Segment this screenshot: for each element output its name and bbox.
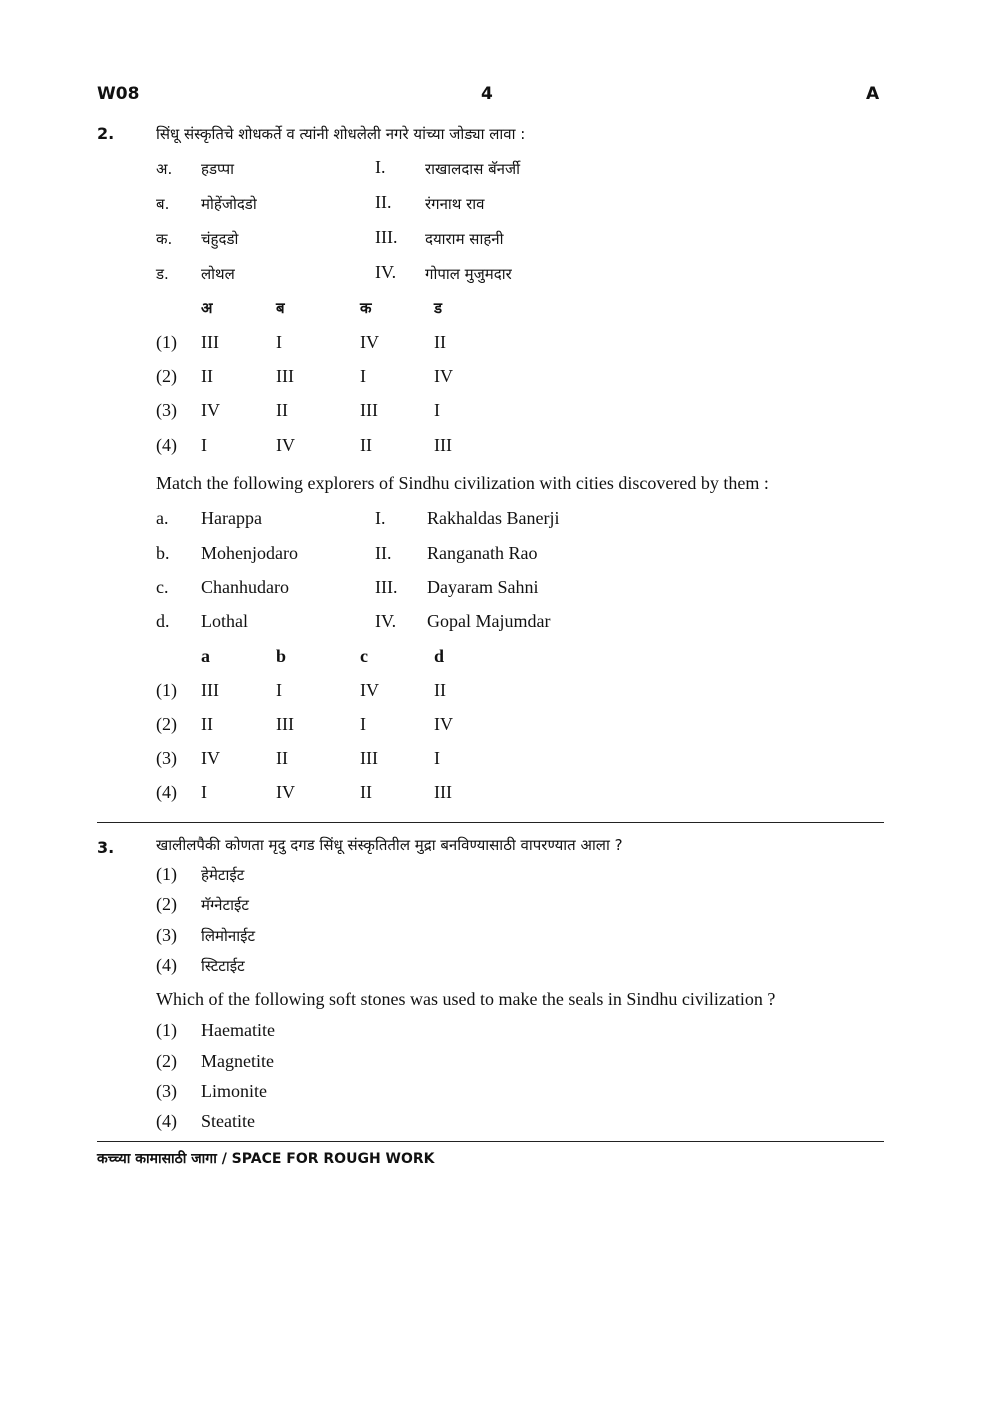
option-value: III	[434, 435, 452, 455]
option-value: IV	[360, 680, 379, 700]
option-value: II	[201, 366, 213, 386]
item-text: Harappa	[201, 508, 262, 528]
option-number: (2)	[156, 366, 177, 386]
paper-code: W08	[97, 84, 140, 104]
item-roman: II.	[375, 543, 392, 563]
option-text: हेमेटाईट	[201, 866, 245, 884]
question-text-english: Match the following explorers of Sindhu civilization with cities discovered by them :	[156, 473, 769, 493]
option-number: (4)	[156, 1111, 177, 1131]
option-value: IV	[434, 714, 453, 734]
column-header: ब	[276, 299, 285, 317]
question-text-marathi: सिंधू संस्कृतिचे शोधकर्ते व त्यांनी शोधलेली नगरे यांच्या जोड्या लावा :	[156, 125, 526, 143]
question-text-english: Which of the following soft stones was used to make the seals in Sindhu civilization ?	[156, 989, 776, 1009]
item-text: मोहेंजोदडो	[201, 195, 257, 213]
question-text-marathi: खालीलपैकी कोणता मृदु दगड सिंधू संस्कृतितील मुद्रा बनविण्यासाठी वापरण्यात आला ?	[156, 836, 623, 854]
option-number: (3)	[156, 400, 177, 420]
item-text: चंहुदडो	[201, 230, 239, 248]
option-value: III	[434, 782, 452, 802]
column-header: क	[360, 299, 372, 317]
option-text: स्टिटाईट	[201, 957, 245, 975]
footer-divider	[97, 1141, 884, 1142]
option-number: (1)	[156, 680, 177, 700]
item-text: Lothal	[201, 611, 248, 631]
item-roman: III.	[375, 577, 398, 597]
item-text: लोथल	[201, 265, 235, 283]
option-number: (4)	[156, 955, 177, 975]
option-value: II	[201, 714, 213, 734]
item-text: हडप्पा	[201, 160, 235, 178]
item-label: क.	[156, 230, 173, 248]
option-value: I	[360, 714, 366, 734]
option-number: (4)	[156, 435, 177, 455]
option-value: IV	[276, 782, 295, 802]
option-value: I	[276, 680, 282, 700]
option-value: II	[360, 435, 372, 455]
item-match: Rakhaldas Banerji	[427, 508, 560, 528]
option-number: (1)	[156, 1020, 177, 1040]
option-value: III	[201, 332, 219, 352]
item-label: c.	[156, 577, 169, 597]
item-roman: I.	[375, 157, 386, 177]
item-text: Chanhudaro	[201, 577, 289, 597]
column-header: c	[360, 646, 368, 666]
item-label: ड.	[156, 265, 169, 283]
option-value: I	[201, 435, 207, 455]
option-text: Haematite	[201, 1020, 275, 1040]
option-value: IV	[360, 332, 379, 352]
option-value: I	[360, 366, 366, 386]
option-number: (3)	[156, 925, 177, 945]
item-label: d.	[156, 611, 170, 631]
question-number: 2.	[97, 124, 115, 143]
option-text: Steatite	[201, 1111, 255, 1131]
option-text: Magnetite	[201, 1051, 274, 1071]
item-label: b.	[156, 543, 170, 563]
option-value: II	[276, 400, 288, 420]
item-match: गोपाल मुजुमदार	[425, 265, 512, 283]
item-roman: IV.	[375, 262, 397, 282]
option-value: I	[276, 332, 282, 352]
item-label: ब.	[156, 195, 170, 213]
item-roman: I.	[375, 508, 386, 528]
item-match: Gopal Majumdar	[427, 611, 551, 631]
column-header: d	[434, 646, 445, 666]
option-number: (3)	[156, 1081, 177, 1101]
option-value: II	[276, 748, 288, 768]
item-match: Ranganath Rao	[427, 543, 538, 563]
option-value: III	[360, 400, 378, 420]
item-roman: IV.	[375, 611, 397, 631]
option-value: IV	[276, 435, 295, 455]
option-number: (2)	[156, 1051, 177, 1071]
item-match: दयाराम साहनी	[425, 230, 504, 248]
option-number: (2)	[156, 894, 177, 914]
set-label: A	[866, 84, 880, 104]
option-value: I	[201, 782, 207, 802]
item-text: Mohenjodaro	[201, 543, 298, 563]
option-number: (2)	[156, 714, 177, 734]
option-text: मॅग्नेटाईट	[201, 896, 249, 914]
question-divider	[97, 822, 884, 823]
item-match: रंगनाथ राव	[425, 195, 485, 213]
item-match: Dayaram Sahni	[427, 577, 539, 597]
option-value: I	[434, 748, 440, 768]
column-header: a	[201, 646, 210, 666]
column-header: ड	[434, 299, 443, 317]
option-number: (4)	[156, 782, 177, 802]
option-value: II	[360, 782, 372, 802]
item-label: a.	[156, 508, 169, 528]
option-number: (1)	[156, 332, 177, 352]
option-number: (1)	[156, 864, 177, 884]
page-number: 4	[481, 84, 493, 104]
rough-work-label: कच्च्या कामासाठी जागा / SPACE FOR ROUGH WORK	[97, 1151, 435, 1167]
question-number: 3.	[97, 838, 115, 857]
option-value: III	[201, 680, 219, 700]
column-header: अ	[201, 299, 213, 317]
option-number: (3)	[156, 748, 177, 768]
option-value: I	[434, 400, 440, 420]
item-match: राखालदास बॅनर्जी	[425, 160, 521, 178]
option-value: II	[434, 332, 446, 352]
option-value: IV	[201, 400, 220, 420]
item-roman: III.	[375, 227, 398, 247]
option-value: II	[434, 680, 446, 700]
option-value: III	[276, 714, 294, 734]
option-text: Limonite	[201, 1081, 267, 1101]
option-value: IV	[201, 748, 220, 768]
item-roman: II.	[375, 192, 392, 212]
option-value: IV	[434, 366, 453, 386]
option-text: लिमोनाईट	[201, 927, 256, 945]
item-label: अ.	[156, 160, 173, 178]
option-value: III	[360, 748, 378, 768]
option-value: III	[276, 366, 294, 386]
column-header: b	[276, 646, 287, 666]
